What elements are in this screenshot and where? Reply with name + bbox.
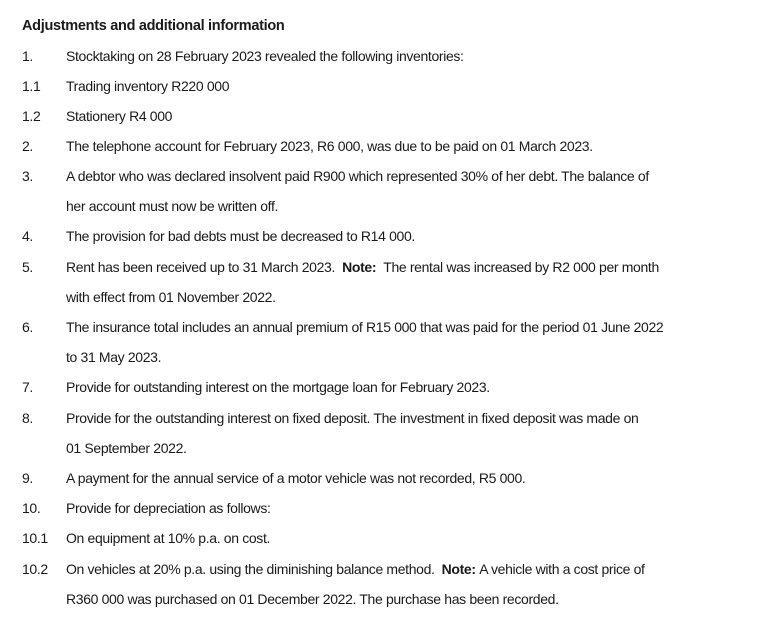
note-label: Note:	[441, 561, 476, 577]
item-number: 1.1	[22, 78, 41, 94]
item-text-part: Rent has been received up to 31 March 2023.	[66, 259, 336, 275]
item-number: 2.	[22, 138, 33, 154]
item-text: Stationery R4 000	[66, 108, 173, 124]
item-text: 01 September 2022.	[66, 440, 187, 456]
item-text: A payment for the annual service of a motor vehicle was not recorded, R5 000.	[66, 470, 526, 486]
item-number: 8.	[22, 410, 33, 426]
item-text: The insurance total includes an annual premium of R15 000 that was paid for the period 01 June 2022	[66, 319, 664, 335]
item-text: with effect from 01 November 2022.	[66, 289, 276, 305]
item-text-part: A vehicle with a cost price of	[479, 561, 645, 577]
item-text	[66, 253, 746, 283]
item-text: Stocktaking on 28 February 2023 revealed the following inventories:	[66, 48, 464, 64]
item-text-part: On vehicles at 20% p.a. using the diminishing balance method.	[66, 561, 435, 577]
item-text: On equipment at 10% p.a. on cost.	[66, 530, 271, 546]
item-text: R360 000 was purchased on 01 December 2022. The purchase has been recorded.	[66, 591, 559, 607]
section-heading: Adjustments and additional information	[22, 18, 285, 34]
item-text: Provide for depreciation as follows:	[66, 500, 271, 516]
item-number: 3.	[22, 168, 33, 184]
note-label: Note:	[342, 259, 377, 275]
item-number: 1.	[22, 48, 33, 64]
item-text: The provision for bad debts must be decreased to R14 000.	[66, 228, 415, 244]
item-text: A debtor who was declared insolvent paid R900 which represented 30% of her debt. The balance of	[66, 168, 649, 184]
item-text	[66, 555, 746, 585]
item-number: 10.	[22, 500, 41, 516]
item-number: 10.2	[22, 561, 48, 577]
item-number: 4.	[22, 228, 33, 244]
item-text: to 31 May 2023.	[66, 349, 162, 365]
item-text-part: The rental was increased by R2 000 per month	[383, 259, 659, 275]
item-number: 7.	[22, 379, 33, 395]
item-text: Trading inventory R220 000	[66, 78, 230, 94]
item-number: 6.	[22, 319, 33, 335]
item-text: Provide for the outstanding interest on fixed deposit. The investment in fixed deposit was made on	[66, 410, 639, 426]
item-text: her account must now be written off.	[66, 198, 279, 214]
item-number: 1.2	[22, 108, 41, 124]
item-text: Provide for outstanding interest on the mortgage loan for February 2023.	[66, 379, 490, 395]
item-number: 10.1	[22, 530, 48, 546]
item-text: The telephone account for February 2023, R6 000, was due to be paid on 01 March 2023.	[66, 138, 593, 154]
item-number: 5.	[22, 259, 33, 275]
item-number: 9.	[22, 470, 33, 486]
